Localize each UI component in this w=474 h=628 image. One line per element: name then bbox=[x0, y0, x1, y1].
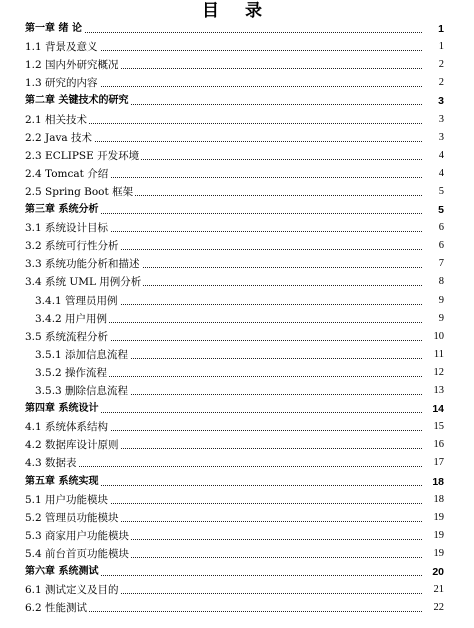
toc-page-number: 19 bbox=[422, 509, 444, 527]
toc-page-number: 2 bbox=[422, 74, 444, 92]
toc-section-entry[interactable] bbox=[0, 527, 474, 545]
toc-entry-title: 3.5.2 操作流程 bbox=[35, 364, 109, 382]
toc-entry-title: 第六章 系统测试 bbox=[25, 563, 100, 581]
toc-page-number: 20 bbox=[422, 563, 444, 581]
toc-page-number: 8 bbox=[422, 273, 444, 291]
toc-page-number: 6 bbox=[422, 219, 444, 237]
toc-section-entry[interactable] bbox=[0, 74, 474, 92]
toc-entry-title: 第四章 系统设计 bbox=[25, 400, 100, 418]
toc-page-number: 4 bbox=[422, 147, 444, 165]
toc-page-number: 22 bbox=[422, 599, 444, 617]
toc-page-number: 2 bbox=[422, 56, 444, 74]
toc-page-number: 19 bbox=[422, 527, 444, 545]
toc-section-entry[interactable] bbox=[0, 111, 474, 129]
toc-entry-title: 3.2 系统可行性分析 bbox=[25, 237, 121, 255]
toc-entry-title: 3.3 系统功能分析和描述 bbox=[25, 255, 142, 273]
toc-entry-title: 5.4 前台首页功能模块 bbox=[25, 545, 131, 563]
toc-section-entry[interactable] bbox=[0, 292, 474, 310]
toc-page-number: 5 bbox=[422, 183, 444, 201]
toc-section-entry[interactable] bbox=[0, 183, 474, 201]
toc-entry-title: 4.3 数据表 bbox=[25, 454, 79, 472]
toc-section-entry[interactable] bbox=[0, 38, 474, 56]
toc-page-number: 11 bbox=[422, 346, 444, 364]
toc-dot-leader bbox=[25, 466, 444, 467]
toc-section-entry[interactable] bbox=[0, 237, 474, 255]
toc-section-entry[interactable] bbox=[0, 418, 474, 436]
toc-entry-title: 6.2 性能测试 bbox=[25, 599, 89, 617]
toc-page-number: 19 bbox=[422, 545, 444, 563]
toc-page-number: 18 bbox=[422, 473, 444, 491]
toc-page-number: 10 bbox=[422, 328, 444, 346]
toc-section-entry[interactable] bbox=[0, 219, 474, 237]
toc-entry-title: 3.5 系统流程分析 bbox=[25, 328, 110, 346]
toc-entry-title: 第二章 关键技术的研究 bbox=[25, 92, 130, 110]
toc-section-entry[interactable] bbox=[0, 328, 474, 346]
toc-page-number: 14 bbox=[422, 400, 444, 418]
toc-entry-title: 3.5.3 删除信息流程 bbox=[35, 382, 130, 400]
toc-page-number: 1 bbox=[422, 20, 444, 38]
toc-entry-title: 3.4.1 管理员用例 bbox=[35, 292, 120, 310]
toc-entry-title: 4.2 数据库设计原则 bbox=[25, 436, 121, 454]
toc-dot-leader bbox=[25, 32, 444, 33]
toc-entry-title: 2.3 ECLIPSE 开发环境 bbox=[25, 147, 141, 165]
toc-section-entry[interactable] bbox=[0, 310, 474, 328]
toc-page-number: 16 bbox=[422, 436, 444, 454]
toc-page-number: 18 bbox=[422, 491, 444, 509]
toc-section-entry[interactable] bbox=[0, 165, 474, 183]
toc-section-entry[interactable] bbox=[0, 364, 474, 382]
toc-page-number: 17 bbox=[422, 454, 444, 472]
toc-entry-title: 1.3 研究的内容 bbox=[25, 74, 100, 92]
toc-page-number: 9 bbox=[422, 310, 444, 328]
toc-entry-title: 2.2 Java 技术 bbox=[25, 129, 94, 147]
toc-section-entry[interactable] bbox=[0, 436, 474, 454]
toc-section-entry[interactable] bbox=[0, 346, 474, 364]
toc-section-entry[interactable] bbox=[0, 599, 474, 617]
toc-section-entry[interactable] bbox=[0, 147, 474, 165]
toc-page-number: 5 bbox=[422, 201, 444, 219]
toc-page-number: 1 bbox=[422, 38, 444, 56]
toc-page-number: 3 bbox=[422, 111, 444, 129]
toc-section-entry[interactable] bbox=[0, 382, 474, 400]
toc-entry-title: 3.4 系统 UML 用例分析 bbox=[25, 273, 143, 291]
toc-chapter-entry[interactable] bbox=[0, 201, 474, 219]
toc-entry-title: 1.2 国内外研究概况 bbox=[25, 56, 121, 74]
toc-page-number: 4 bbox=[422, 165, 444, 183]
toc-page-number: 3 bbox=[422, 92, 444, 110]
toc-entry-title: 2.4 Tomcat 介绍 bbox=[25, 165, 110, 183]
toc-section-entry[interactable] bbox=[0, 491, 474, 509]
toc-page-number: 6 bbox=[422, 237, 444, 255]
toc-entry-title: 第三章 系统分析 bbox=[25, 201, 100, 219]
toc-entry-title: 3.5.1 添加信息流程 bbox=[35, 346, 130, 364]
toc-entry-title: 3.1 系统设计目标 bbox=[25, 219, 110, 237]
toc-section-entry[interactable] bbox=[0, 56, 474, 74]
toc-entry-title: 1.1 背景及意义 bbox=[25, 38, 100, 56]
toc-section-entry[interactable] bbox=[0, 454, 474, 472]
toc-entry-title: 6.1 测试定义及目的 bbox=[25, 581, 121, 599]
toc-entry-title: 5.1 用户功能模块 bbox=[25, 491, 110, 509]
toc-page-number: 13 bbox=[422, 382, 444, 400]
toc-chapter-entry[interactable] bbox=[0, 400, 474, 418]
toc-entry-title: 2.5 Spring Boot 框架 bbox=[25, 183, 135, 201]
toc-page-number: 15 bbox=[422, 418, 444, 436]
toc-chapter-entry[interactable] bbox=[0, 20, 474, 38]
toc-chapter-entry[interactable] bbox=[0, 92, 474, 110]
toc-entry-title: 2.1 相关技术 bbox=[25, 111, 89, 129]
toc-page-number: 12 bbox=[422, 364, 444, 382]
page-title: 目 录 bbox=[202, 1, 272, 21]
toc-section-entry[interactable] bbox=[0, 255, 474, 273]
toc-entry-title: 3.4.2 用户用例 bbox=[35, 310, 109, 328]
toc-entry-title: 第五章 系统实现 bbox=[25, 473, 100, 491]
toc-section-entry[interactable] bbox=[0, 545, 474, 563]
toc-page-number: 21 bbox=[422, 581, 444, 599]
toc-entry-title: 5.3 商家用户功能模块 bbox=[25, 527, 131, 545]
toc-section-entry[interactable] bbox=[0, 509, 474, 527]
toc-chapter-entry[interactable] bbox=[0, 563, 474, 581]
toc-entry-title: 4.1 系统体系结构 bbox=[25, 418, 110, 436]
toc-chapter-entry[interactable] bbox=[0, 473, 474, 491]
toc-page-number: 9 bbox=[422, 292, 444, 310]
toc-entry-title: 5.2 管理员功能模块 bbox=[25, 509, 121, 527]
toc-section-entry[interactable] bbox=[0, 581, 474, 599]
toc-page-number: 7 bbox=[422, 255, 444, 273]
toc-section-entry[interactable] bbox=[0, 129, 474, 147]
toc-entry-title: 第一章 绪 论 bbox=[25, 20, 84, 38]
toc-page-number: 3 bbox=[422, 129, 444, 147]
toc-section-entry[interactable] bbox=[0, 273, 474, 291]
